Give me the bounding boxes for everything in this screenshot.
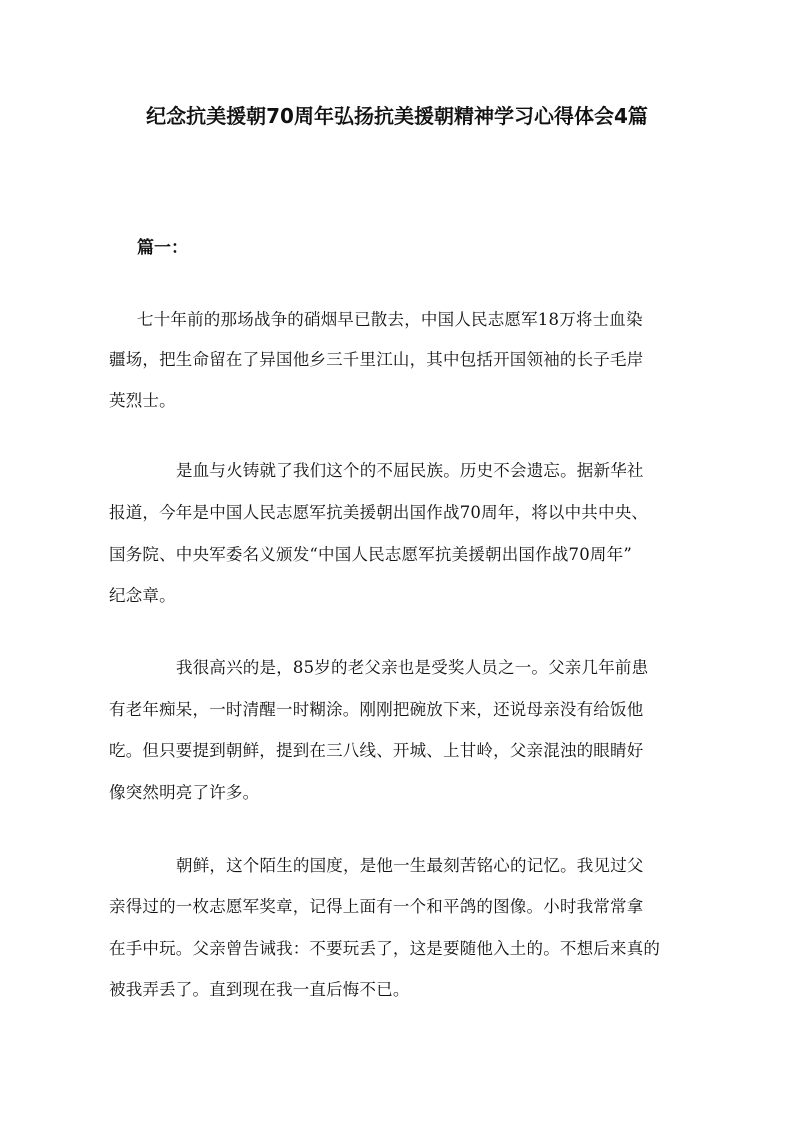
paragraph-line: 是血与火铸就了我们这个的不屈民族。历史不会遗忘。据新华社 [176,461,644,480]
paragraph-line: 报道，今年是中国人民志愿军抗美援朝出国作战70周年，将以中共中央、 [109,503,649,522]
section-heading: 篇一： [137,238,188,258]
paragraph-line: 在手中玩。父亲曾告诫我：不要玩丢了，这是要随他入土的。不想后来真的 [109,939,661,958]
paragraph-line: 被我弄丢了。直到现在我一直后悔不已。 [109,980,410,999]
paragraph-line: 有老年痴呆，一时清醒一时糊涂。刚刚把碗放下来，还说母亲没有给饭他 [109,700,644,719]
paragraph-line: 疆场，把生命留在了异国他乡三千里江山，其中包括开国领袖的长子毛岸 [109,350,644,369]
paragraph-line: 英烈士。 [109,391,176,410]
paragraph-line: 纪念章。 [109,586,176,605]
paragraph-line: 亲得过的一枚志愿军奖章，记得上面有一个和平鸽的图像。小时我常常拿 [109,897,644,916]
paragraph-line: 像突然明亮了许多。 [109,783,260,802]
document-title: 纪念抗美援朝70周年弘扬抗美援朝精神学习心得体会4篇 [146,104,648,128]
paragraph-line: 国务院、中央军委名义颁发“中国人民志愿军抗美援朝出国作战70周年” [109,545,632,564]
paragraph-line: 七十年前的那场战争的硝烟早已散去，中国人民志愿军18万将士血染 [137,310,643,329]
paragraph-line: 吃。但只要提到朝鲜，提到在三八线、开城、上甘岭，父亲混浊的眼睛好 [109,741,644,760]
paragraph-line: 我很高兴的是，85岁的老父亲也是受奖人员之一。父亲几年前患 [176,658,649,677]
paragraph-line: 朝鲜，这个陌生的国度，是他一生最刻苦铭心的记忆。我见过父 [176,856,644,875]
